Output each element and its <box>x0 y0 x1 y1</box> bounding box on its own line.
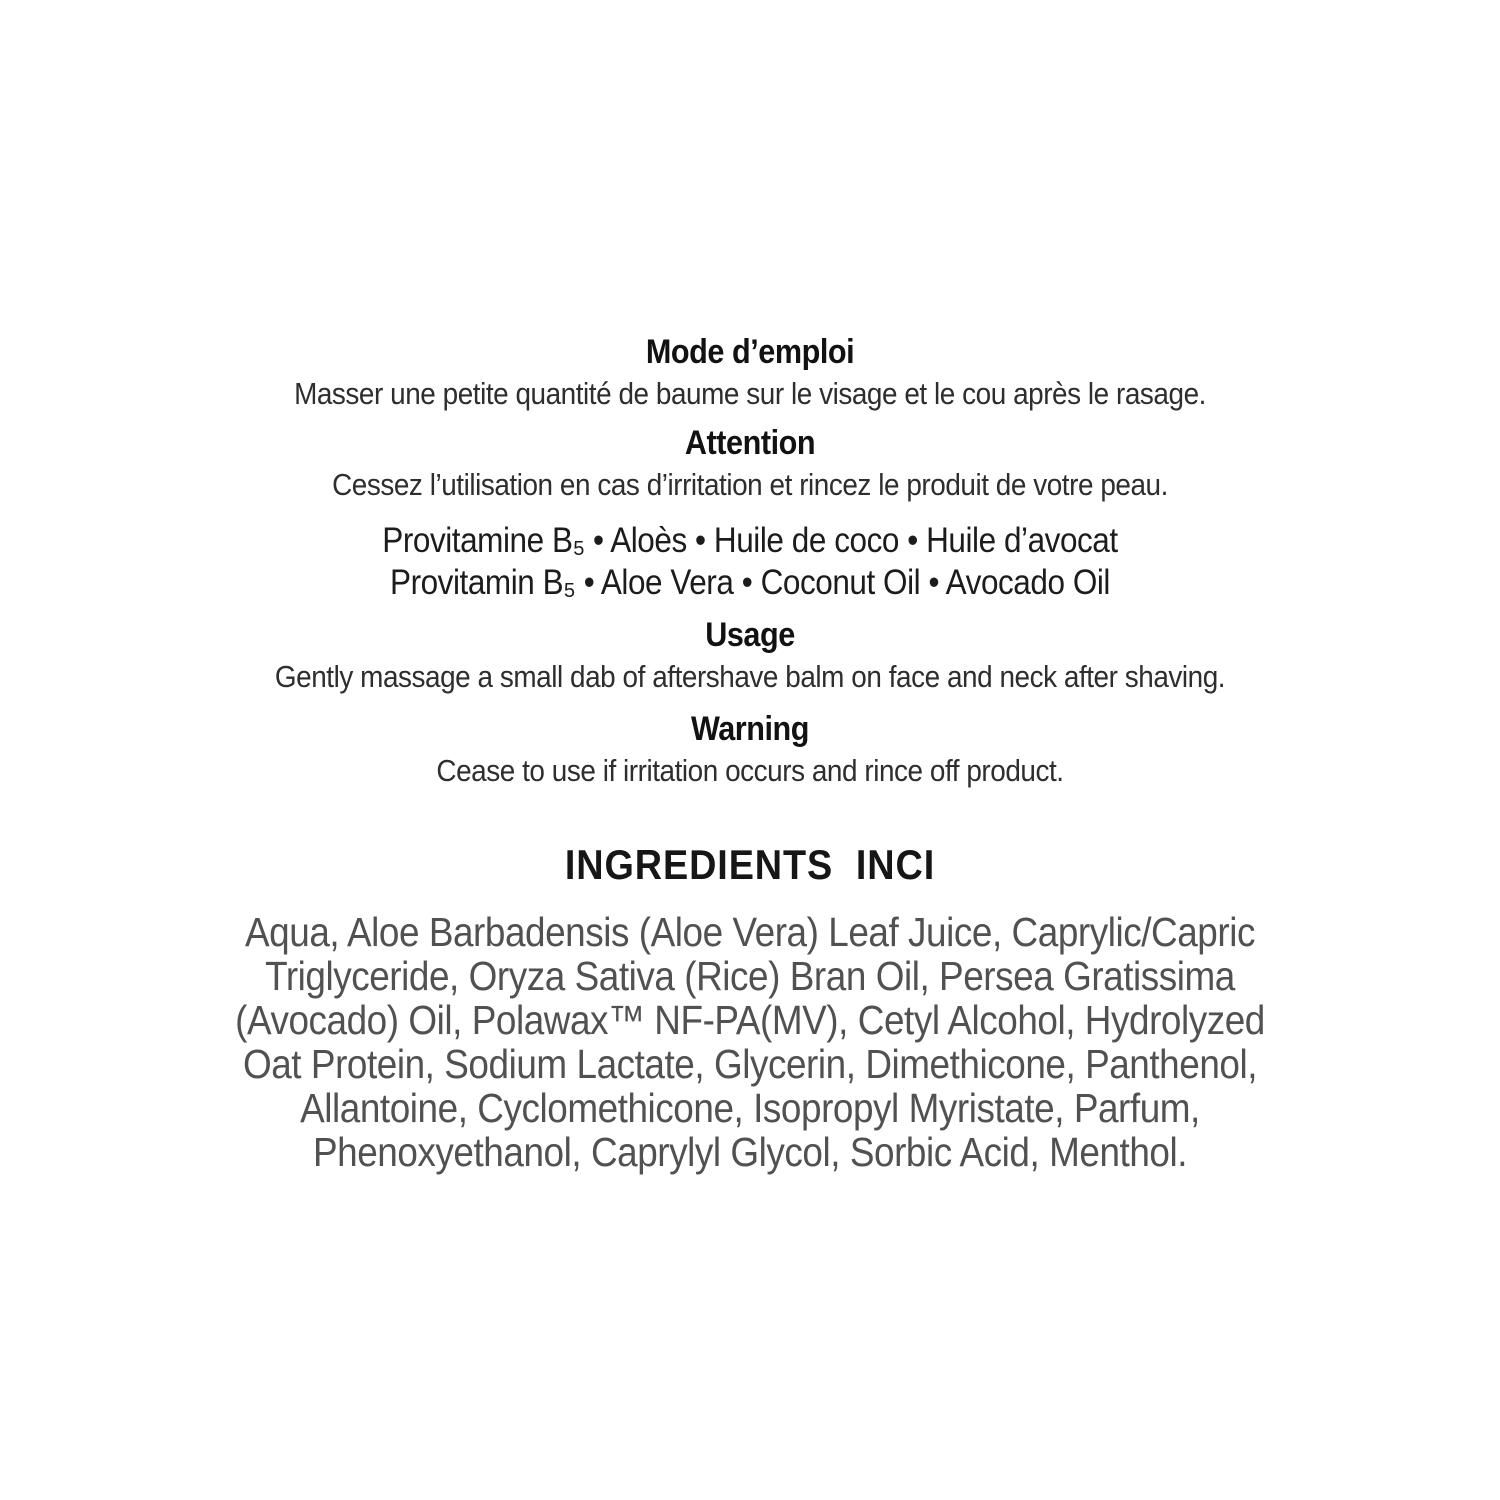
ingredients-line: Aqua, Aloe Barbadensis (Aloe Vera) Leaf Juice, Caprylic/Capric <box>245 909 1255 955</box>
attention-body: Cessez l’utilisation en cas d’irritation et rincez le produit de votre peau. <box>332 467 1168 502</box>
mode-demploi-body: Masser une petite quantité de baume sur le visage et le cou après le rasage. <box>294 376 1206 411</box>
ingredients-line: Allantoine, Cyclomethicone, Isopropyl Myristate, Parfum, <box>300 1085 1200 1131</box>
key-ingredients-en: Provitamin B₅ • Aloe Vera • Coconut Oil • Avocado Oil <box>390 563 1110 602</box>
ingredients-list <box>0 910 1500 1174</box>
ingredients-line: Phenoxyethanol, Caprylyl Glycol, Sorbic Acid, Menthol. <box>312 1129 1188 1175</box>
ingredients-heading: INGREDIENTS INCI <box>564 841 936 888</box>
usage-body: Gently massage a small dab of aftershave balm on face and neck after shaving. <box>274 659 1226 694</box>
usage-heading: Usage <box>705 616 795 654</box>
mode-demploi-heading: Mode d’emploi <box>645 333 855 371</box>
ingredients-line: Oat Protein, Sodium Lactate, Glycerin, Dimethicone, Panthenol, <box>242 1041 1258 1087</box>
ingredients-line: Triglyceride, Oryza Sativa (Rice) Bran Oil, Persea Gratissima <box>265 953 1235 999</box>
warning-body: Cease to use if irritation occurs and rince off product. <box>436 753 1064 788</box>
key-ingredients-fr: Provitamine B₅ • Aloès • Huile de coco • Huile d’avocat <box>382 521 1118 560</box>
attention-heading: Attention <box>684 424 816 462</box>
warning-heading: Warning <box>690 710 810 748</box>
label-text-block <box>0 331 1500 1174</box>
ingredients-line: (Avocado) Oil, Polawax™ NF-PA(MV), Cetyl Alcohol, Hydrolyzed <box>235 997 1265 1043</box>
